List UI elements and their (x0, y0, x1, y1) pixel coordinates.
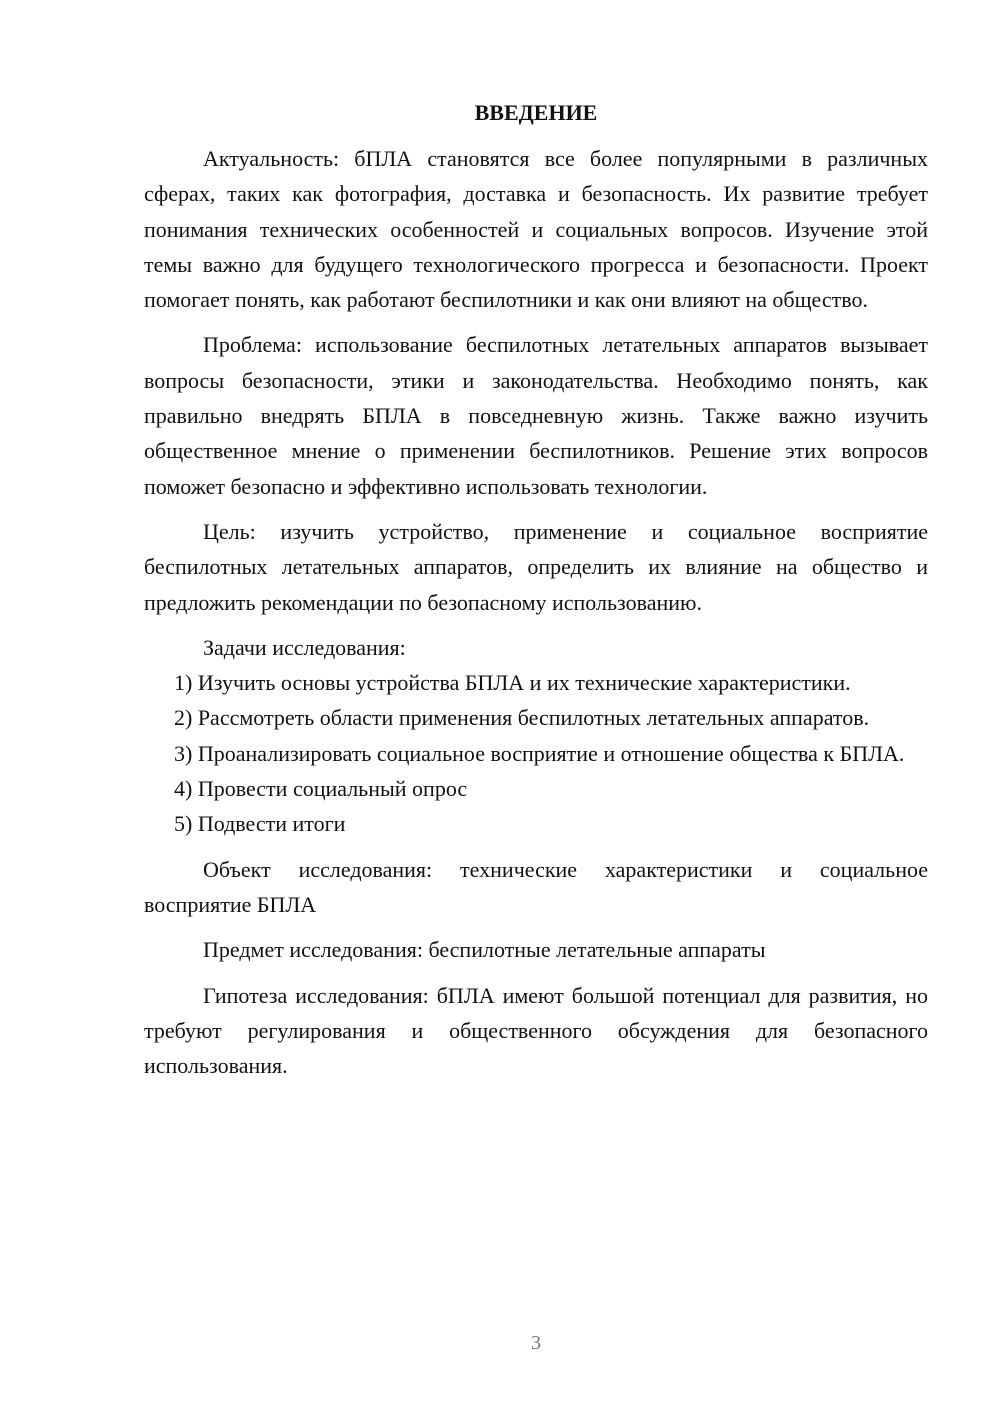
task-item-1: 1) Изучить основы устройства БПЛА и их технические характеристики. (174, 670, 851, 696)
hypothesis-paragraph: Гипотеза исследования: бПЛА имеют большой потенциал для развития, но требуют регулирования и общественного обсуждения для безопасного использования. (144, 982, 928, 1079)
relevance-paragraph: Актуальность: бПЛА становятся все более популярными в различных сферах, таких как фотография, доставка и безопасность. Их развитие требует понимания технических особенностей и социальных вопросов. Изучение этой темы важно для будущего технологического прогресса и безопасности. Проект помогает понять, как работают беспилотники и как они влияют на общество. (144, 146, 928, 313)
page-number: 3 (531, 1332, 541, 1354)
task-item-3: 3) Проанализировать социальное восприятие и отношение общества к БПЛА. (174, 740, 905, 766)
object-paragraph: Объект исследования: технические характеристики и социальное восприятие БПЛА (144, 856, 928, 917)
problem-paragraph: Проблема: использование беспилотных летательных аппаратов вызывает вопросы безопасности, этики и законодательства. Необходимо понять, как правильно внедрять БПЛА в повседневную жизнь. Также важно изучить общественное мнение о применении беспилотников. Решение этих вопросов поможет безопасно и эффективно использовать технологии. (144, 332, 928, 499)
task-item-2: 2) Рассмотреть области применения беспилотных летательных аппаратов. (174, 705, 870, 731)
goal-paragraph: Цель: изучить устройство, применение и социальное восприятие беспилотных летательных аппаратов, определить их влияние на общество и предложить рекомендации по безопасному использованию. (144, 518, 928, 615)
document-body (144, 95, 928, 1083)
task-item-4: 4) Провести социальный опрос (174, 776, 468, 802)
section-title: ВВЕДЕНИЕ (474, 100, 598, 125)
task-item-5: 5) Подвести итоги (174, 811, 346, 837)
subject-paragraph: Предмет исследования: беспилотные летательные аппараты (203, 937, 766, 963)
tasks-heading: Задачи исследования: (203, 634, 406, 660)
